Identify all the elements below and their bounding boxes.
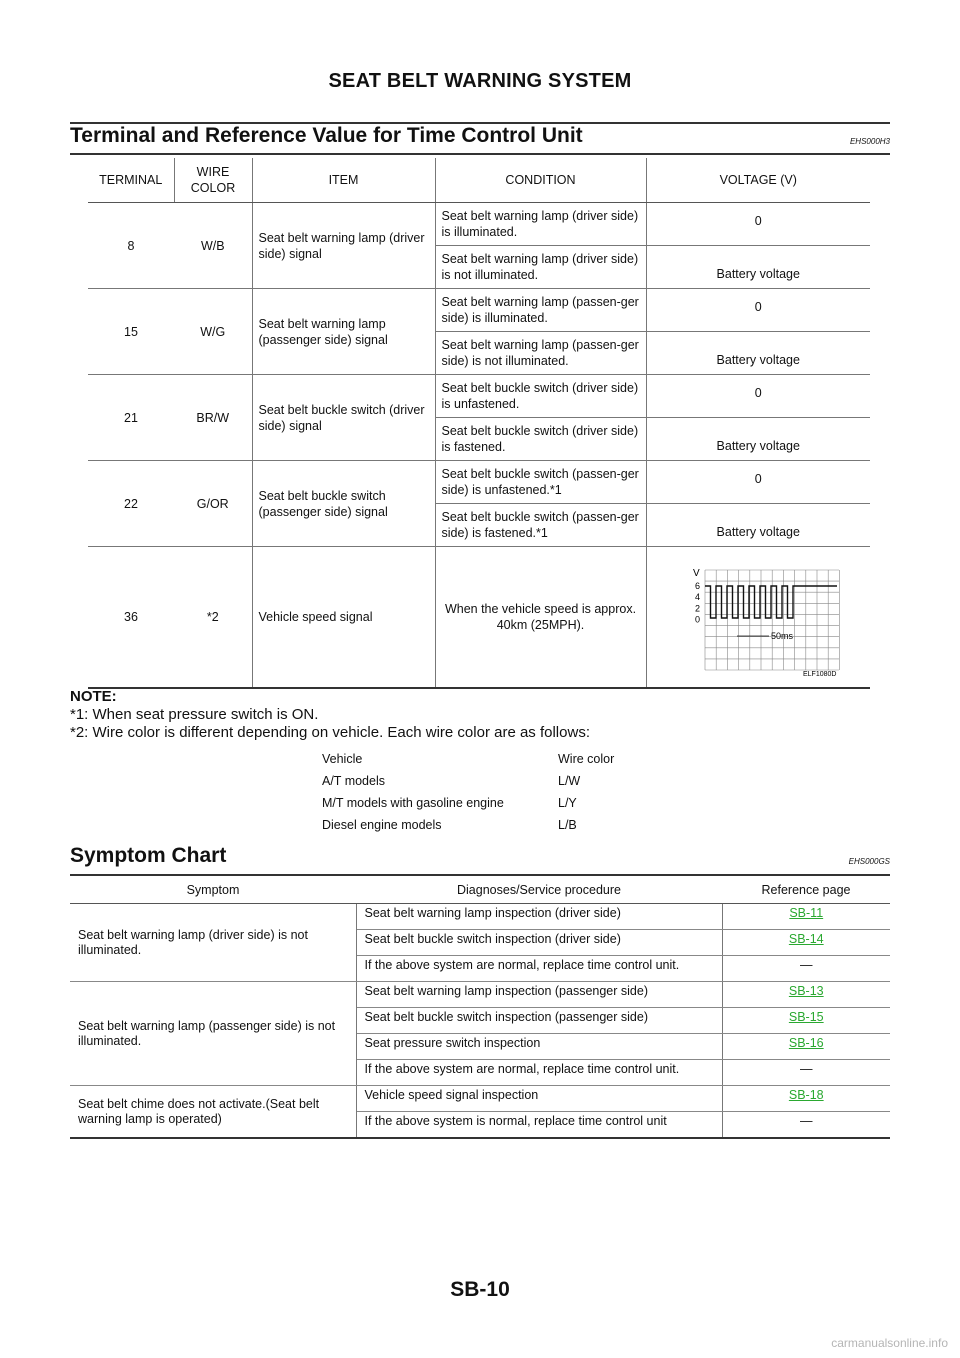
- reference-none: —: [800, 1062, 813, 1076]
- notes-block: [70, 688, 590, 742]
- reference-cell: [722, 1034, 890, 1060]
- terminal-cell: 8: [88, 203, 174, 289]
- y-tick-label: 6: [694, 581, 700, 591]
- col-header-reference: Reference page: [722, 876, 890, 904]
- note-1: *1: When seat pressure switch is ON.: [70, 706, 319, 723]
- voltage-cell: Battery voltage: [646, 246, 870, 289]
- table-header-row: [88, 158, 870, 203]
- section-title-text: Terminal and Reference Value for Time Control Unit: [70, 124, 583, 147]
- axis-unit-label: V: [692, 568, 700, 579]
- reference-cell: [722, 1008, 890, 1034]
- reference-link[interactable]: SB-18: [788, 1088, 824, 1102]
- reference-cell: [722, 904, 890, 930]
- watermark: carmanualsonline.info: [831, 1336, 948, 1350]
- page-title: SEAT BELT WARNING SYSTEM: [328, 70, 632, 92]
- table-row: [88, 461, 870, 504]
- section-rule: [70, 153, 890, 155]
- wire-color-table: [322, 748, 614, 836]
- condition-cell: Seat belt buckle switch (driver side) is unfastened.: [435, 375, 646, 418]
- y-tick-label: 0: [694, 614, 700, 625]
- wire-color-cell: L/B: [558, 818, 577, 832]
- voltage-cell: 0: [646, 375, 870, 418]
- item-cell: Vehicle speed signal: [252, 547, 435, 689]
- col-header-procedure: Diagnoses/Service procedure: [356, 876, 722, 904]
- voltage-cell: 0: [646, 203, 870, 246]
- terminal-reference-table: [88, 158, 870, 689]
- symptom-cell: Seat belt warning lamp (passenger side) is not illuminated.: [70, 982, 356, 1086]
- item-cell: Seat belt warning lamp (passenger side) signal: [252, 289, 435, 375]
- condition-cell: Seat belt buckle switch (passen-ger side) is fastened.*1: [435, 504, 646, 547]
- y-tick-label: 4: [694, 592, 700, 603]
- time-scale-label: 50ms: [770, 631, 793, 641]
- table-row: [88, 547, 870, 689]
- symptom-cell: Seat belt warning lamp (driver side) is not illuminated.: [70, 904, 356, 982]
- oscilloscope-cell: [646, 547, 870, 689]
- col-header-wire-color: WIRE COLOR: [174, 158, 252, 203]
- col-header-voltage: VOLTAGE (V): [646, 158, 870, 203]
- reference-cell: [722, 956, 890, 982]
- reference-link[interactable]: SB-14: [788, 932, 824, 946]
- item-cell: Seat belt warning lamp (driver side) signal: [252, 203, 435, 289]
- reference-cell: [722, 1112, 890, 1139]
- reference-none: —: [800, 1114, 813, 1128]
- wire-color-cell: Wire color: [558, 752, 615, 766]
- procedure-cell: If the above system is normal, replace time control unit: [356, 1112, 722, 1139]
- voltage-cell: 0: [646, 461, 870, 504]
- note-heading: NOTE:: [70, 688, 117, 705]
- wire-color-cell: W/G: [174, 289, 252, 375]
- condition-cell: Seat belt warning lamp (passen-ger side) is illuminated.: [435, 289, 646, 332]
- voltage-cell: Battery voltage: [646, 332, 870, 375]
- oscilloscope-waveform: [657, 552, 857, 678]
- voltage-cell: Battery voltage: [646, 418, 870, 461]
- procedure-cell: If the above system are normal, replace time control unit.: [356, 956, 722, 982]
- table-row: [88, 289, 870, 332]
- condition-cell: Seat belt warning lamp (passen-ger side) is not illuminated.: [435, 332, 646, 375]
- procedure-cell: Seat belt buckle switch inspection (driver side): [356, 930, 722, 956]
- vehicle-cell: Vehicle: [322, 752, 363, 766]
- table-header-row: [70, 876, 890, 904]
- wire-color-row: [322, 814, 614, 836]
- table-row: [70, 904, 890, 930]
- vehicle-cell: M/T models with gasoline engine: [322, 796, 504, 810]
- wire-color-cell: BR/W: [174, 375, 252, 461]
- terminal-cell: 22: [88, 461, 174, 547]
- reference-link[interactable]: SB-16: [788, 1036, 824, 1050]
- procedure-cell: Seat belt warning lamp inspection (driver side): [356, 904, 722, 930]
- item-cell: Seat belt buckle switch (passenger side) signal: [252, 461, 435, 547]
- col-header-item: ITEM: [252, 158, 435, 203]
- symptom-cell: Seat belt chime does not activate.(Seat belt warning lamp is operated): [70, 1086, 356, 1139]
- wire-color-cell: L/W: [558, 774, 581, 788]
- note-2: *2: Wire color is different depending on vehicle. Each wire color are as follows:: [70, 724, 590, 741]
- condition-cell: When the vehicle speed is approx. 40km (25MPH).: [435, 547, 646, 689]
- col-header-terminal: TERMINAL: [88, 158, 174, 203]
- wire-color-row: [322, 748, 614, 770]
- reference-link[interactable]: SB-13: [788, 984, 824, 998]
- terminal-cell: 15: [88, 289, 174, 375]
- wire-color-cell: *2: [174, 547, 252, 689]
- symptom-chart-table: [70, 876, 890, 1139]
- procedure-cell: If the above system are normal, replace time control unit.: [356, 1060, 722, 1086]
- voltage-cell: 0: [646, 289, 870, 332]
- table-row: [70, 982, 890, 1008]
- figure-id-label: ELF1080D: [802, 671, 836, 678]
- wire-color-cell: W/B: [174, 203, 252, 289]
- procedure-cell: Seat pressure switch inspection: [356, 1034, 722, 1060]
- condition-cell: Seat belt buckle switch (driver side) is fastened.: [435, 418, 646, 461]
- reference-none: —: [800, 958, 813, 972]
- table-row: [70, 1086, 890, 1112]
- item-cell: Seat belt buckle switch (driver side) signal: [252, 375, 435, 461]
- procedure-cell: Seat belt buckle switch inspection (passenger side): [356, 1008, 722, 1034]
- y-tick-label: 2: [694, 603, 700, 614]
- section-title-terminal: [70, 124, 890, 148]
- terminal-cell: 21: [88, 375, 174, 461]
- vehicle-cell: Diesel engine models: [322, 818, 442, 832]
- vehicle-cell: A/T models: [322, 774, 385, 788]
- reference-link[interactable]: SB-15: [788, 1010, 824, 1024]
- condition-cell: Seat belt buckle switch (passen-ger side) is unfastened.*1: [435, 461, 646, 504]
- section-title-symptom: [70, 844, 890, 868]
- wire-color-row: [322, 792, 614, 814]
- reference-cell: [722, 930, 890, 956]
- section-code: EHS000GS: [848, 857, 890, 866]
- page-number: SB-10: [450, 1278, 510, 1301]
- reference-cell: [722, 982, 890, 1008]
- reference-cell: [722, 1086, 890, 1112]
- procedure-cell: Seat belt warning lamp inspection (passenger side): [356, 982, 722, 1008]
- condition-cell: Seat belt warning lamp (driver side) is illuminated.: [435, 203, 646, 246]
- terminal-cell: 36: [88, 547, 174, 689]
- condition-cell: Seat belt warning lamp (driver side) is not illuminated.: [435, 246, 646, 289]
- section-title-text: Symptom Chart: [70, 844, 227, 867]
- table-row: [88, 375, 870, 418]
- header-rule: [70, 122, 890, 124]
- table-row: [88, 203, 870, 246]
- reference-cell: [722, 1060, 890, 1086]
- col-header-symptom: Symptom: [70, 876, 356, 904]
- col-header-condition: CONDITION: [435, 158, 646, 203]
- section-code: EHS000H3: [849, 137, 890, 146]
- wire-color-cell: G/OR: [174, 461, 252, 547]
- wire-color-row: [322, 770, 614, 792]
- reference-link[interactable]: SB-11: [789, 906, 824, 920]
- wire-color-cell: L/Y: [558, 796, 577, 810]
- procedure-cell: Vehicle speed signal inspection: [356, 1086, 722, 1112]
- voltage-cell: Battery voltage: [646, 504, 870, 547]
